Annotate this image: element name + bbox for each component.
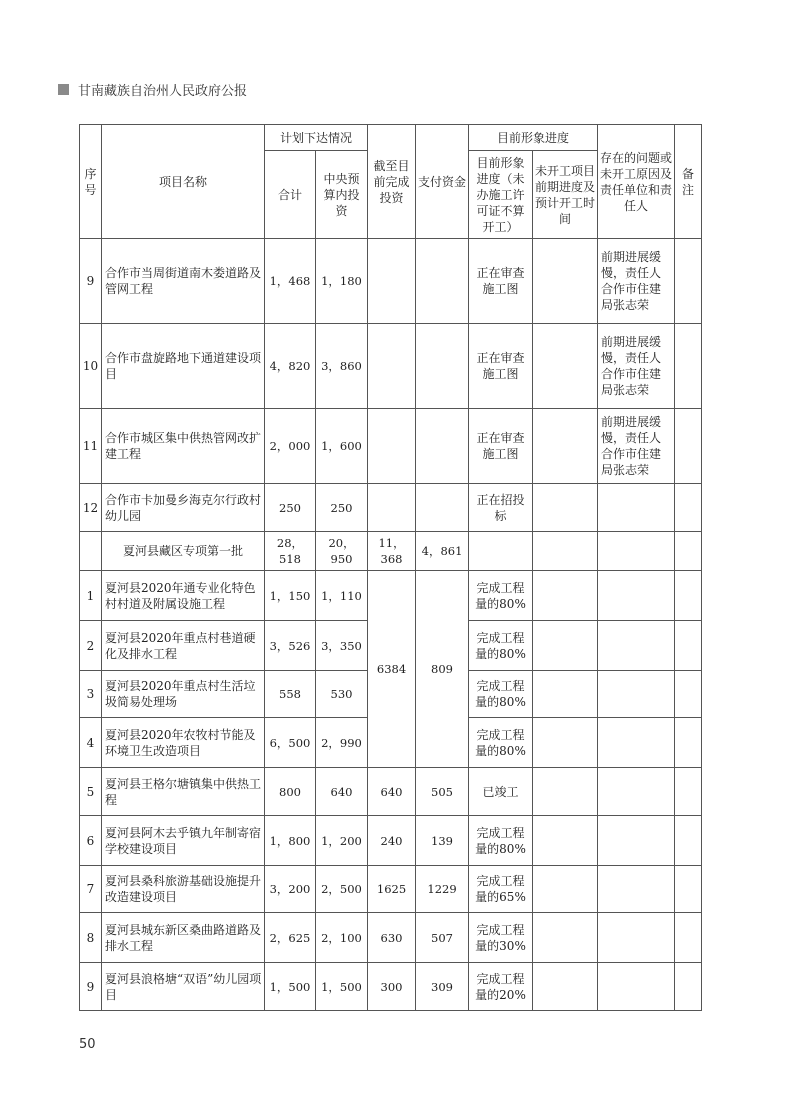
table-row — [80, 409, 702, 484]
col-paid: 支付资金 — [416, 125, 469, 239]
cell-notes — [675, 718, 702, 768]
col-central: 中央预算内投资 — [316, 151, 368, 239]
cell-progress: 完成工程量的30% — [469, 913, 533, 963]
cell-total: 1，500 — [265, 963, 316, 1011]
cell-total: 6，500 — [265, 718, 316, 768]
cell-central: 530 — [316, 671, 368, 718]
cell-issues — [598, 621, 675, 671]
cell-name: 夏河县2020年重点村生活垃圾简易处理场 — [102, 671, 265, 718]
cell-central: 1，180 — [316, 239, 368, 324]
cell-name: 合作市城区集中供热管网改扩建工程 — [102, 409, 265, 484]
cell-notes — [675, 239, 702, 324]
cell-name: 合作市卡加曼乡海克尔行政村幼儿园 — [102, 484, 265, 532]
cell-completed: 300 — [368, 963, 416, 1011]
cell-progress: 完成工程量的80% — [469, 621, 533, 671]
cell-seq: 5 — [80, 768, 102, 816]
cell-progress: 已竣工 — [469, 768, 533, 816]
cell-issues — [598, 913, 675, 963]
col-not-started: 未开工项目前期进度及预计开工时间 — [533, 151, 598, 239]
col-progress-group: 目前形象进度 — [469, 125, 598, 151]
cell-issues — [598, 768, 675, 816]
cell-progress: 正在审查施工图 — [469, 409, 533, 484]
cell-paid: 507 — [416, 913, 469, 963]
cell-total: 4，820 — [265, 324, 316, 409]
cell-progress: 完成工程量的65% — [469, 866, 533, 913]
cell-notes — [675, 532, 702, 571]
cell-progress: 完成工程量的80% — [469, 816, 533, 866]
cell-notes — [675, 571, 702, 621]
cell-completed: 1625 — [368, 866, 416, 913]
cell-name: 夏河县2020年农牧村节能及环境卫生改造项目 — [102, 718, 265, 768]
col-completed: 截至目前完成投资 — [368, 125, 416, 239]
cell-paid: 139 — [416, 816, 469, 866]
cell-progress: 完成工程量的80% — [469, 671, 533, 718]
cell-progress: 正在审查施工图 — [469, 239, 533, 324]
group-paid: 809 — [416, 571, 469, 768]
cell-total: 3，200 — [265, 866, 316, 913]
cell-progress: 正在招投标 — [469, 484, 533, 532]
cell-seq: 10 — [80, 324, 102, 409]
cell-total: 250 — [265, 484, 316, 532]
cell-name: 夏河县城东新区桑曲路道路及排水工程 — [102, 913, 265, 963]
cell-paid — [416, 324, 469, 409]
cell-total: 2，000 — [265, 409, 316, 484]
table-row — [80, 816, 702, 866]
cell-progress: 完成工程量的20% — [469, 963, 533, 1011]
cell-issues — [598, 866, 675, 913]
cell-not-started — [533, 484, 598, 532]
cell-notes — [675, 768, 702, 816]
cell-not-started — [533, 621, 598, 671]
col-seq: 序号 — [80, 125, 102, 239]
cell-seq: 8 — [80, 913, 102, 963]
cell-notes — [675, 671, 702, 718]
cell-notes — [675, 484, 702, 532]
project-table — [79, 124, 702, 1011]
cell-issues — [598, 484, 675, 532]
cell-paid: 505 — [416, 768, 469, 816]
cell-paid — [416, 409, 469, 484]
cell-name: 夏河县2020年重点村巷道硬化及排水工程 — [102, 621, 265, 671]
cell-completed — [368, 239, 416, 324]
table-row — [80, 963, 702, 1011]
table-row — [80, 768, 702, 816]
subtotal-central: 20，950 — [316, 532, 368, 571]
cell-seq: 9 — [80, 963, 102, 1011]
header-square-icon — [58, 84, 69, 95]
table-row — [80, 324, 702, 409]
cell-central: 2，500 — [316, 866, 368, 913]
cell-progress: 完成工程量的80% — [469, 571, 533, 621]
cell-notes — [675, 324, 702, 409]
cell-seq: 1 — [80, 571, 102, 621]
table-row — [80, 239, 702, 324]
cell-notes — [675, 913, 702, 963]
cell-seq: 2 — [80, 621, 102, 671]
page-number: 50 — [79, 1037, 96, 1052]
cell-issues — [598, 571, 675, 621]
cell-not-started — [533, 963, 598, 1011]
cell-issues: 前期进展缓慢，责任人合作市住建局张志荣 — [598, 409, 675, 484]
cell-notes — [675, 621, 702, 671]
cell-not-started — [533, 239, 598, 324]
header-title: 甘南藏族自治州人民政府公报 — [78, 83, 248, 99]
cell-central: 1，110 — [316, 571, 368, 621]
cell-completed — [368, 324, 416, 409]
cell-central: 250 — [316, 484, 368, 532]
cell-notes — [675, 409, 702, 484]
cell-progress: 正在审查施工图 — [469, 324, 533, 409]
cell-name: 夏河县2020年通专业化特色村村道及附属设施工程 — [102, 571, 265, 621]
cell-not-started — [533, 816, 598, 866]
cell-issues — [598, 718, 675, 768]
cell-completed — [368, 484, 416, 532]
cell-not-started — [533, 571, 598, 621]
cell-issues — [598, 671, 675, 718]
cell-seq: 6 — [80, 816, 102, 866]
cell-paid: 1229 — [416, 866, 469, 913]
cell-name: 合作市当周街道南木娄道路及管网工程 — [102, 239, 265, 324]
col-name: 项目名称 — [102, 125, 265, 239]
cell-progress: 完成工程量的80% — [469, 718, 533, 768]
cell-total: 558 — [265, 671, 316, 718]
cell-central: 2，990 — [316, 718, 368, 768]
cell-notes — [675, 816, 702, 866]
group-completed: 6384 — [368, 571, 416, 768]
col-progress: 目前形象进度（未办施工许可证不算开工） — [469, 151, 533, 239]
cell-seq: 7 — [80, 866, 102, 913]
cell-not-started — [533, 532, 598, 571]
table-row — [80, 571, 702, 621]
table-row — [80, 866, 702, 913]
cell-total: 800 — [265, 768, 316, 816]
cell-central: 3，860 — [316, 324, 368, 409]
cell-total: 3，526 — [265, 621, 316, 671]
cell-seq: 4 — [80, 718, 102, 768]
cell-issues — [598, 963, 675, 1011]
cell-name: 合作市盘旋路地下通道建设项目 — [102, 324, 265, 409]
cell-central: 1，200 — [316, 816, 368, 866]
cell-central: 640 — [316, 768, 368, 816]
cell-issues — [598, 816, 675, 866]
cell-not-started — [533, 768, 598, 816]
table-row — [80, 484, 702, 532]
cell-total: 2，625 — [265, 913, 316, 963]
subtotal-total: 28，518 — [265, 532, 316, 571]
cell-seq: 3 — [80, 671, 102, 718]
cell-total: 1，468 — [265, 239, 316, 324]
cell-name: 夏河县桑科旅游基础设施提升改造建设项目 — [102, 866, 265, 913]
page-header — [58, 80, 247, 98]
cell-central: 3，350 — [316, 621, 368, 671]
subtotal-paid: 4，861 — [416, 532, 469, 571]
cell-not-started — [533, 671, 598, 718]
cell-completed: 640 — [368, 768, 416, 816]
cell-name: 夏河县浪格塘“双语”幼儿园项目 — [102, 963, 265, 1011]
cell-seq: 12 — [80, 484, 102, 532]
cell-name: 夏河县阿木去乎镇九年制寄宿学校建设项目 — [102, 816, 265, 866]
cell-issues: 前期进展缓慢，责任人合作市住建局张志荣 — [598, 239, 675, 324]
cell-not-started — [533, 409, 598, 484]
cell-not-started — [533, 913, 598, 963]
cell-notes — [675, 866, 702, 913]
cell-issues: 前期进展缓慢，责任人合作市住建局张志荣 — [598, 324, 675, 409]
col-plan-group: 计划下达情况 — [265, 125, 368, 151]
cell-central: 1，600 — [316, 409, 368, 484]
col-issues: 存在的问题或未开工原因及责任单位和责任人 — [598, 125, 675, 239]
cell-paid — [416, 239, 469, 324]
cell-completed — [368, 409, 416, 484]
cell-paid — [416, 484, 469, 532]
col-total: 合计 — [265, 151, 316, 239]
cell-total: 1，800 — [265, 816, 316, 866]
cell-not-started — [533, 718, 598, 768]
subtotal-completed: 11，368 — [368, 532, 416, 571]
cell-central: 2，100 — [316, 913, 368, 963]
cell-notes — [675, 963, 702, 1011]
cell-not-started — [533, 324, 598, 409]
cell-completed: 240 — [368, 816, 416, 866]
subtotal-row — [80, 532, 702, 571]
cell-total: 1，150 — [265, 571, 316, 621]
col-notes: 备注 — [675, 125, 702, 239]
cell-seq: 11 — [80, 409, 102, 484]
subtotal-name: 夏河县藏区专项第一批 — [102, 532, 265, 571]
cell-central: 1，500 — [316, 963, 368, 1011]
cell-name: 夏河县王格尔塘镇集中供热工程 — [102, 768, 265, 816]
cell-seq — [80, 532, 102, 571]
cell-issues — [598, 532, 675, 571]
table-row — [80, 913, 702, 963]
cell-paid: 309 — [416, 963, 469, 1011]
cell-not-started — [533, 866, 598, 913]
cell-completed: 630 — [368, 913, 416, 963]
cell-seq: 9 — [80, 239, 102, 324]
cell-progress — [469, 532, 533, 571]
